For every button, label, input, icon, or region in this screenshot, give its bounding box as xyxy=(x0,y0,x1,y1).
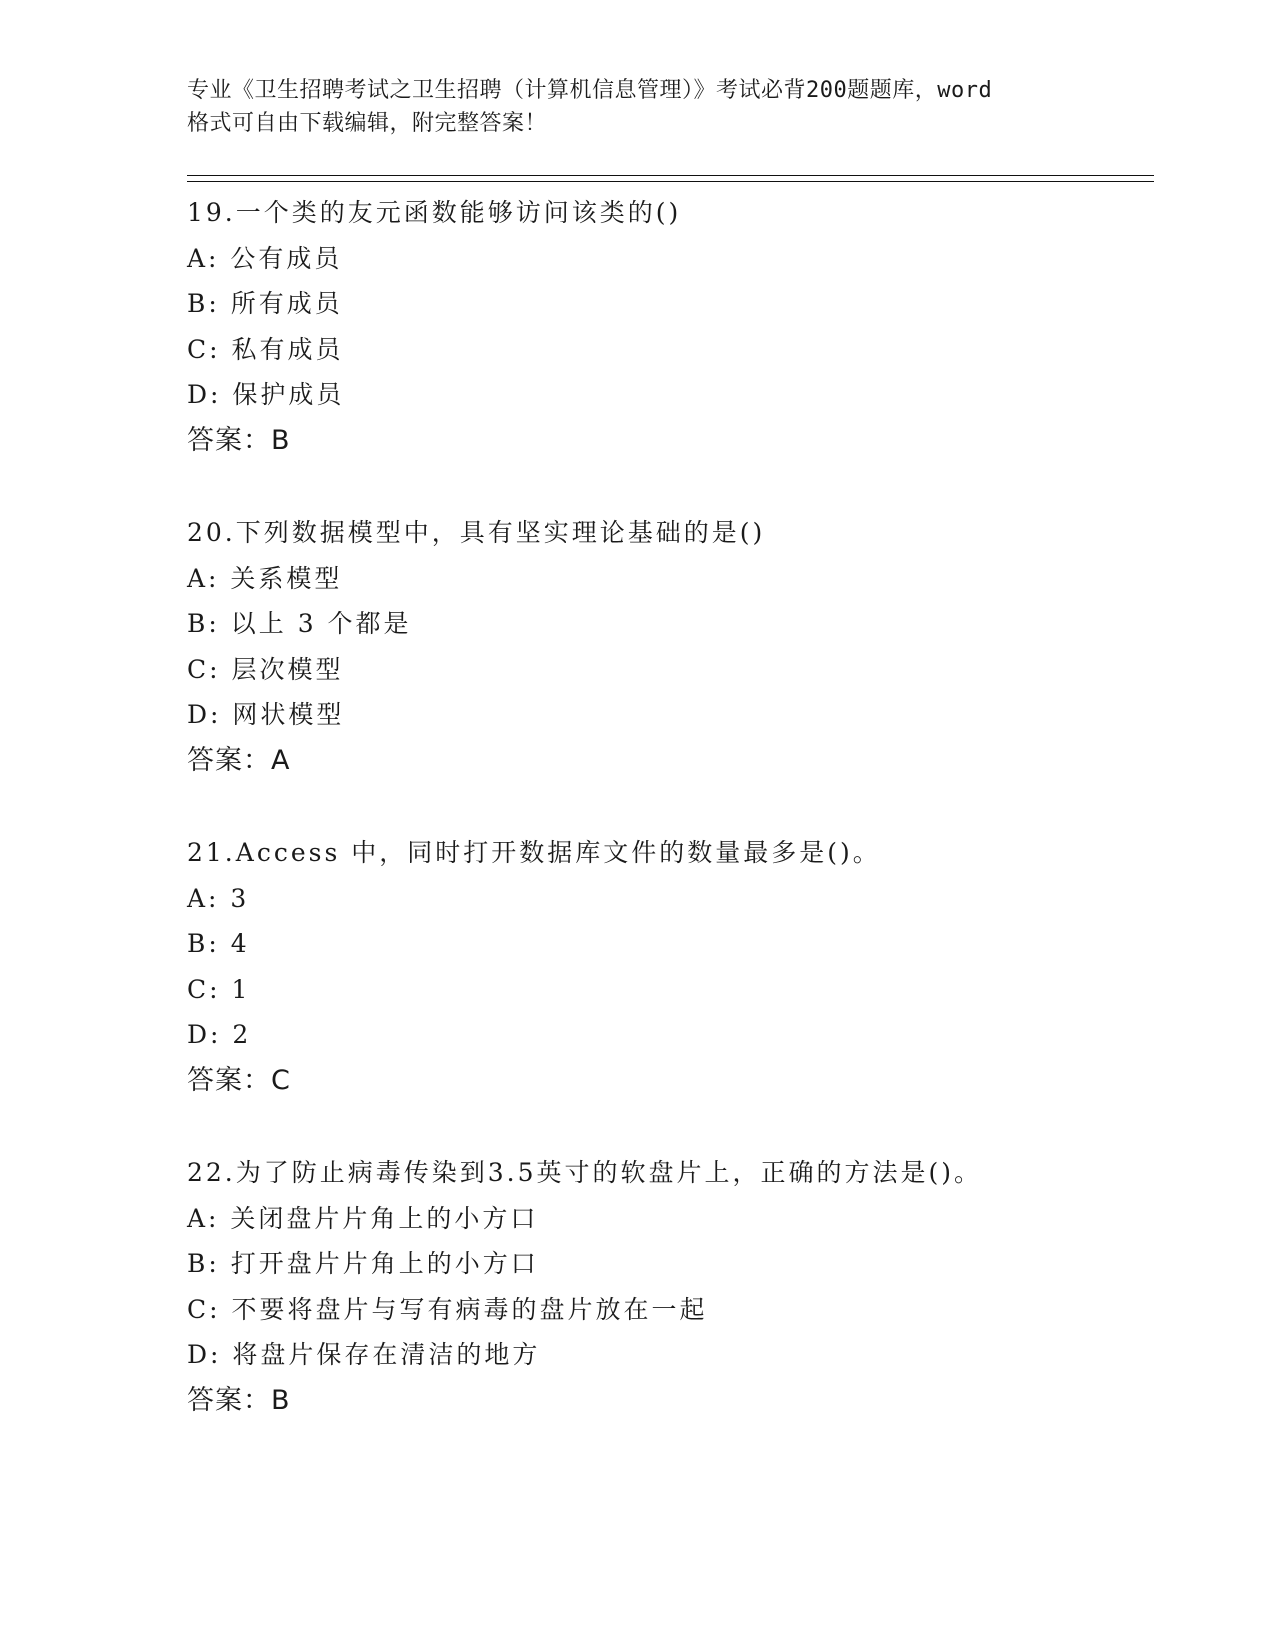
answer-line: 答案：B xyxy=(187,424,291,456)
option-a: A: 关系模型 xyxy=(187,563,343,593)
option-b: B: 所有成员 xyxy=(187,289,343,318)
question-stem: 19.一个类的友元函数能够访问该类的() xyxy=(187,198,682,227)
option-c: C: 不要将盘片与写有病毒的盘片放在一起 xyxy=(187,1294,708,1324)
answer-line: 答案：A xyxy=(187,744,291,776)
header-divider-bottom xyxy=(187,181,1154,182)
question-list xyxy=(187,190,1154,1470)
option-c: C: 1 xyxy=(187,974,251,1004)
option-a: A: 3 xyxy=(187,883,250,913)
answer-line: 答案：C xyxy=(187,1064,291,1096)
question-21 xyxy=(187,830,1154,1150)
option-d: D: 网状模型 xyxy=(187,700,345,729)
option-c: C: 私有成员 xyxy=(187,334,344,364)
option-a: A: 公有成员 xyxy=(187,243,343,273)
header-line-2: 格式可自由下载编辑，附完整答案！ xyxy=(187,111,548,136)
question-22 xyxy=(187,1150,1154,1470)
question-stem: 20.下列数据模型中，具有坚实理论基础的是() xyxy=(187,518,766,547)
header-divider-top xyxy=(187,175,1154,176)
option-d: D: 2 xyxy=(187,1020,252,1049)
option-a: A: 关闭盘片片角上的小方口 xyxy=(187,1203,539,1233)
question-20 xyxy=(187,510,1154,830)
question-19 xyxy=(187,190,1154,510)
option-b: B: 以上 3 个都是 xyxy=(187,609,412,638)
document-header xyxy=(187,74,1107,140)
option-d: D: 保护成员 xyxy=(187,380,345,409)
question-stem: 21.Access 中，同时打开数据库文件的数量最多是()。 xyxy=(187,838,881,867)
header-line-1: 专业《卫生招聘考试之卫生招聘（计算机信息管理）》考试必背200题题库，word xyxy=(187,78,993,103)
option-b: B: 4 xyxy=(187,929,250,958)
question-stem: 22.为了防止病毒传染到3.5英寸的软盘片上，正确的方法是()。 xyxy=(187,1158,983,1187)
option-b: B: 打开盘片片角上的小方口 xyxy=(187,1249,539,1278)
option-c: C: 层次模型 xyxy=(187,654,344,684)
option-d: D: 将盘片保存在清洁的地方 xyxy=(187,1340,541,1369)
answer-line: 答案：B xyxy=(187,1384,291,1416)
